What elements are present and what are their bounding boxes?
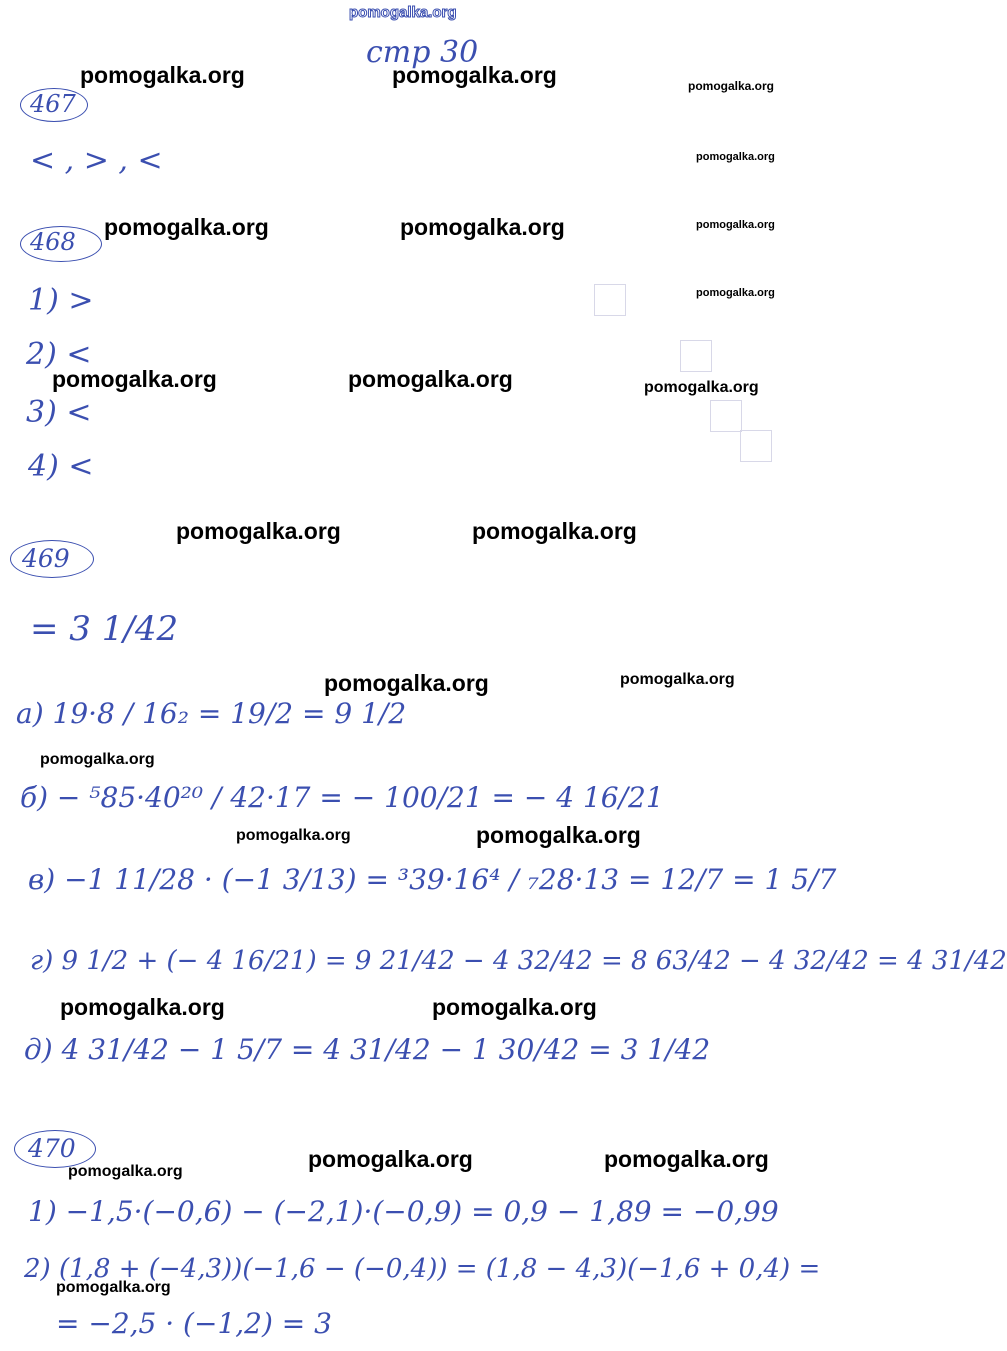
watermark: pomogalka.org [604,1146,769,1172]
grid-square [594,284,626,316]
solution-line: б) − ⁵85·40²⁰ / 42·17 = − 100/21 = − 4 16/21 [20,781,664,814]
watermark: pomogalka.org [236,827,351,844]
watermark: pomogalka.org [348,366,513,392]
watermark: pomogalka.org [644,379,759,396]
watermark: pomogalka.org [324,670,489,696]
page-number: стр 30 [366,35,479,70]
watermark: pomogalka.org [392,62,557,88]
watermark: pomogalka.org [40,751,155,768]
watermark: pomogalka.org [176,518,341,544]
watermark: pomogalka.org [472,518,637,544]
watermark: pomogalka.org [104,214,269,240]
task-result: = 3 1/42 [30,609,179,649]
answer-line: 2) < [26,337,92,372]
site-mark: pomogalka.org [349,4,457,21]
watermark: pomogalka.org [696,151,775,163]
watermark: pomogalka.org [476,822,641,848]
watermark: pomogalka.org [688,79,775,93]
watermark: pomogalka.org [68,1163,183,1180]
watermark: pomogalka.org [80,62,245,88]
solution-line: г) 9 1/2 + (− 4 16/21) = 9 21/42 − 4 32/42 = 8 63/42 − 4 32/42 = 4 31/42 [30,946,1007,976]
task-number: 467 [30,90,76,118]
watermark: pomogalka.org [308,1146,473,1172]
watermark: pomogalka.org [620,671,735,688]
watermark: pomogalka.org [696,219,775,231]
watermark: pomogalka.org [60,994,225,1020]
watermark: pomogalka.org [52,366,217,392]
task-number: 470 [28,1134,76,1163]
answer-line: 4) < [28,449,94,484]
answer-line: 1) > [28,283,94,318]
watermark: pomogalka.org [696,287,775,299]
grid-square [680,340,712,372]
watermark: pomogalka.org [400,214,565,240]
solution-line: 1) −1,5·(−0,6) − (−2,1)·(−0,9) = 0,9 − 1,89 = −0,99 [28,1195,779,1228]
solution-line: в) −1 11/28 · (−1 3/13) = ³39·16⁴ / ₇28·13 = 12/7 = 1 5/7 [28,863,837,896]
solution-line: д) 4 31/42 − 1 5/7 = 4 31/42 − 1 30/42 = 3 1/42 [24,1033,711,1066]
solution-line: 2) (1,8 + (−4,3))(−1,6 − (−0,4)) = (1,8 − 4,3)(−1,6 + 0,4) = [24,1254,821,1284]
grid-square [710,400,742,432]
task-number: 469 [22,544,70,573]
solution-line: а) 19·8 / 16₂ = 19/2 = 9 1/2 [16,697,407,730]
answer-line: 3) < [26,395,92,430]
watermark: pomogalka.org [56,1279,171,1296]
task-answer: < , > , < [30,143,163,178]
grid-square [740,430,772,462]
watermark: pomogalka.org [432,994,597,1020]
solution-line: = −2,5 · (−1,2) = 3 [56,1307,332,1340]
task-number: 468 [30,228,76,256]
